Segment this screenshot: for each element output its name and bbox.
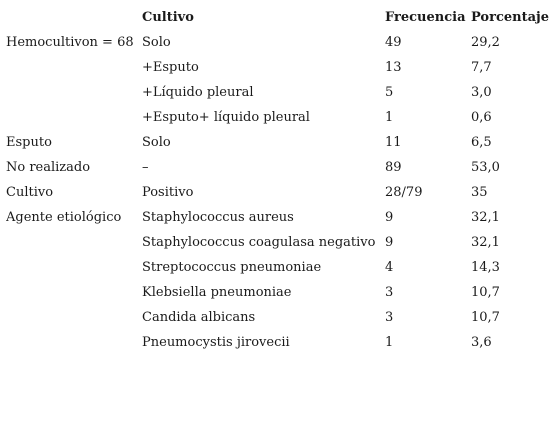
item-cell: Candida albicans <box>142 310 256 325</box>
item-cell: Solo <box>142 35 171 50</box>
table-row <box>6 155 552 180</box>
frecuencia-cell: 89 <box>385 160 402 175</box>
frecuencia-cell: 1 <box>385 110 394 125</box>
porcentaje-cell: 3,6 <box>471 335 492 350</box>
item-cell: +Esputo <box>142 60 199 75</box>
table-row <box>6 305 552 330</box>
table-row <box>6 80 552 105</box>
category-cell <box>6 280 142 305</box>
frecuencia-cell: 3 <box>385 310 394 325</box>
item-cell: +Líquido pleural <box>142 85 254 100</box>
porcentaje-cell: 6,5 <box>471 135 492 150</box>
table-row <box>6 205 552 230</box>
frecuencia-cell: 4 <box>385 260 394 275</box>
porcentaje-cell: 10,7 <box>471 310 500 325</box>
frecuencia-cell: 9 <box>385 210 394 225</box>
category-cell: Agente etiológico <box>6 210 122 225</box>
table-body <box>6 30 552 355</box>
table-row <box>6 30 552 55</box>
table-row <box>6 180 552 205</box>
porcentaje-cell: 32,1 <box>471 235 500 250</box>
header-cell-porcentaje: Porcentaje <box>471 10 549 25</box>
table-row <box>6 255 552 280</box>
category-cell: No realizado <box>6 160 91 175</box>
frecuencia-cell: 9 <box>385 235 394 250</box>
porcentaje-cell: 29,2 <box>471 35 500 50</box>
data-table <box>6 5 552 355</box>
item-cell: Staphylococcus aureus <box>142 210 294 225</box>
item-cell: +Esputo+ líquido pleural <box>142 110 310 125</box>
category-cell <box>6 305 142 330</box>
porcentaje-cell: 35 <box>471 185 488 200</box>
porcentaje-cell: 32,1 <box>471 210 500 225</box>
category-cell: Cultivo <box>6 185 54 200</box>
item-cell: Solo <box>142 135 171 150</box>
frecuencia-cell: 28/79 <box>385 185 423 200</box>
item-cell: – <box>142 160 149 175</box>
table-row <box>6 280 552 305</box>
header-cell-frecuencia: Frecuencia <box>385 10 466 25</box>
header-cell-cultivo: Cultivo <box>142 10 194 25</box>
table-row <box>6 55 552 80</box>
category-cell: Esputo <box>6 135 52 150</box>
category-cell <box>6 105 142 130</box>
category-cell <box>6 255 142 280</box>
item-cell: Streptococcus pneumoniae <box>142 260 322 275</box>
porcentaje-cell: 53,0 <box>471 160 500 175</box>
frecuencia-cell: 3 <box>385 285 394 300</box>
item-cell: Positivo <box>142 185 194 200</box>
header-cell-category <box>6 5 142 30</box>
category-cell <box>6 330 142 355</box>
table-row <box>6 230 552 255</box>
item-cell: Pneumocystis jirovecii <box>142 335 290 350</box>
category-cell <box>6 55 142 80</box>
frecuencia-cell: 11 <box>385 135 402 150</box>
category-cell <box>6 80 142 105</box>
frecuencia-cell: 49 <box>385 35 402 50</box>
table-row <box>6 330 552 355</box>
porcentaje-cell: 7,7 <box>471 60 492 75</box>
item-cell: Staphylococcus coagulasa negativo <box>142 235 376 250</box>
table-header-row <box>6 5 552 30</box>
frecuencia-cell: 5 <box>385 85 394 100</box>
frecuencia-cell: 13 <box>385 60 402 75</box>
porcentaje-cell: 14,3 <box>471 260 500 275</box>
item-cell: Klebsiella pneumoniae <box>142 285 292 300</box>
table-row <box>6 105 552 130</box>
category-cell: Hemocultivon = 68 <box>6 35 134 50</box>
category-cell <box>6 230 142 255</box>
porcentaje-cell: 0,6 <box>471 110 492 125</box>
frecuencia-cell: 1 <box>385 335 394 350</box>
porcentaje-cell: 3,0 <box>471 85 492 100</box>
table-row <box>6 130 552 155</box>
porcentaje-cell: 10,7 <box>471 285 500 300</box>
